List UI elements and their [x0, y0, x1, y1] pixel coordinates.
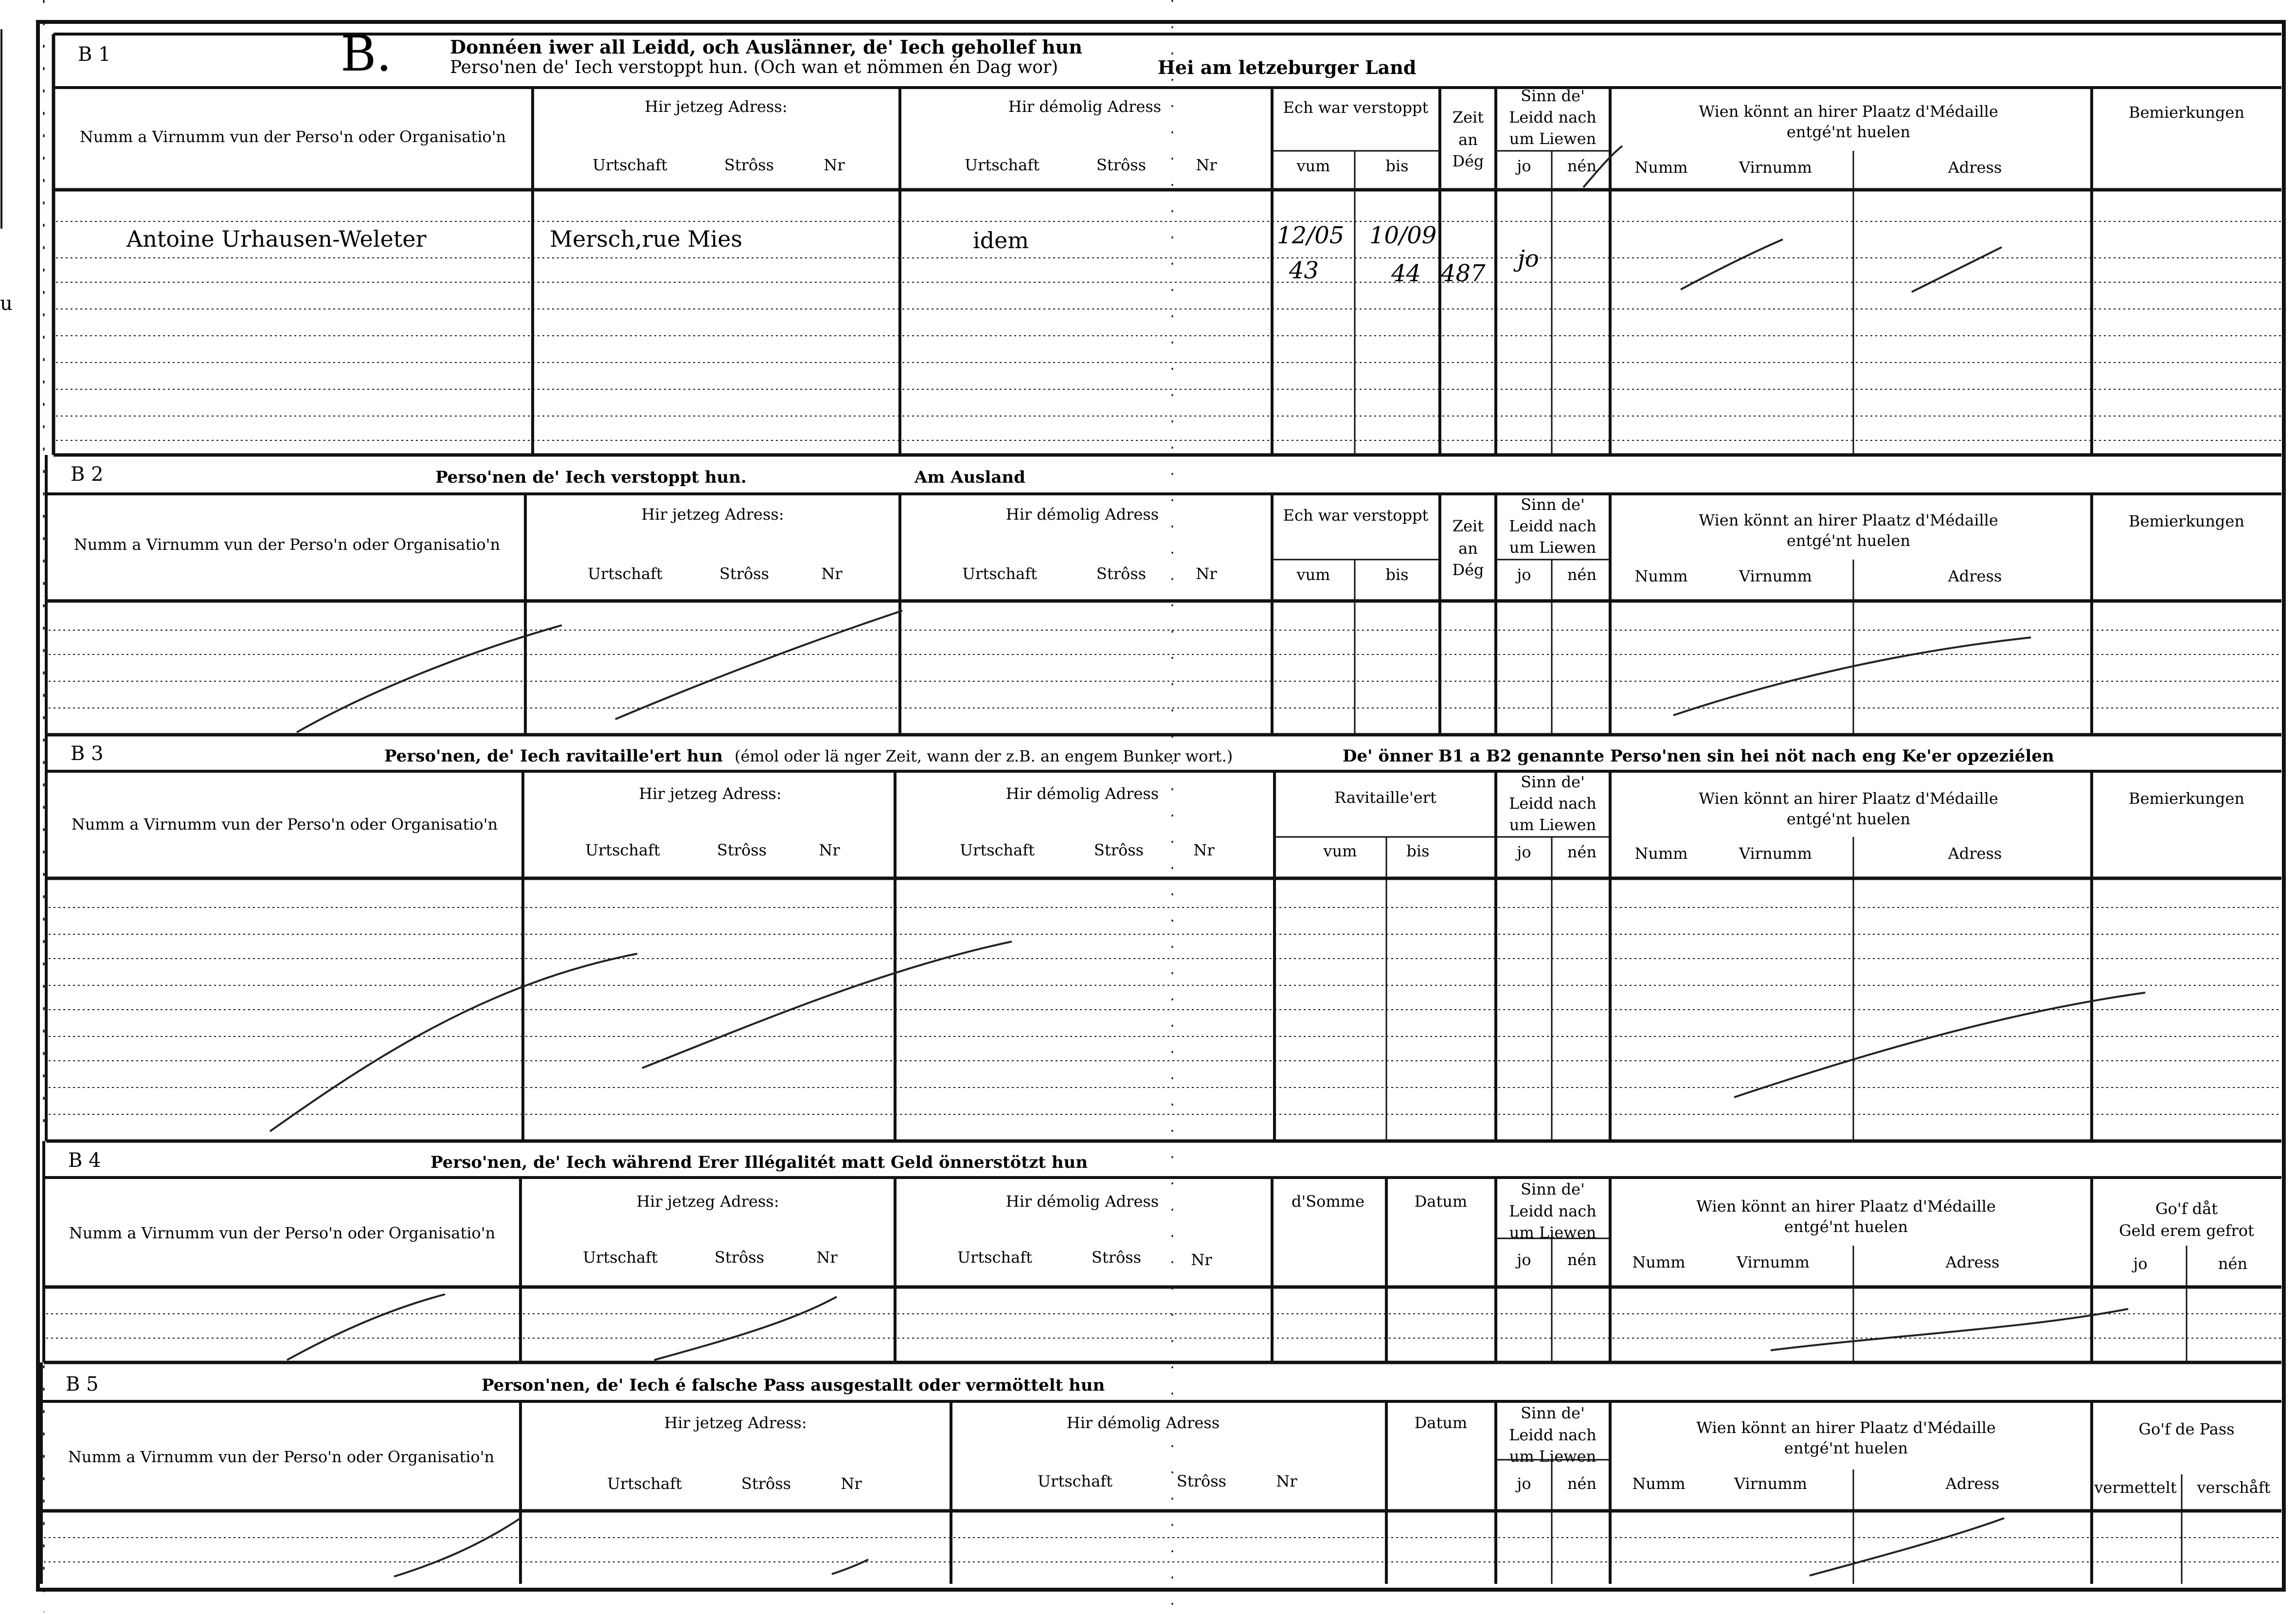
- b4-alive2: Leidd nach: [1509, 1202, 1596, 1220]
- b4-former-address-header: Hir démolig Adress: [1005, 1192, 1159, 1211]
- b4-title-row: [68, 1149, 1088, 1172]
- b2-strike-2: [615, 611, 902, 719]
- b4-former-place: Urtschaft: [957, 1248, 1032, 1267]
- b3-no: nén: [1567, 843, 1597, 861]
- b4-money-yes: jo: [2133, 1254, 2148, 1273]
- b4-name-header: Numm a Virnumm vun der Perso'n oder Organisatio'n: [69, 1224, 496, 1242]
- b1-alive1: Sinn de': [1521, 87, 1585, 105]
- b5-medal2: entgé'nt huelen: [1784, 1439, 1908, 1457]
- b5-medal-addr: Adress: [1945, 1474, 2000, 1493]
- b4-column-headers: [69, 1180, 2254, 1273]
- b5-title-row: [66, 1373, 1105, 1396]
- b2-no: nén: [1567, 565, 1597, 584]
- section-b3-note: De' önner B1 a B2 genannte Perso'nen sin hei nöt nach eng Ke'er opzeziélen: [1343, 746, 2054, 766]
- b4-medal-first: Virnumm: [1737, 1253, 1810, 1271]
- b5-strike-1: [394, 1518, 520, 1577]
- b2-remarks: Bemierkungen: [2129, 512, 2244, 530]
- header-line2-right: Hei am letzeburger Land: [1158, 56, 1417, 78]
- b1-former-street: Strôss: [1096, 156, 1147, 174]
- b3-former-address-header: Hir démolig Adress: [1005, 784, 1159, 803]
- b5-place: Urtschaft: [607, 1474, 682, 1493]
- b3-medal1: Wien könnt an hirer Plaatz d'Médaille: [1699, 789, 1998, 808]
- b3-yes: jo: [1517, 843, 1531, 861]
- b4-current-address-header: Hir jetzeg Adress:: [636, 1192, 779, 1211]
- b3-strike-2: [642, 942, 1012, 1068]
- b4-yes: jo: [1517, 1251, 1531, 1269]
- b2-alive2: Leidd nach: [1509, 517, 1596, 535]
- b2-street: Strôss: [719, 564, 770, 583]
- b5-number: Nr: [841, 1474, 862, 1493]
- b3-medal-name: Numm: [1634, 844, 1688, 863]
- b3-number: Nr: [819, 841, 840, 859]
- b1-entry-name: Antoine Urhausen-Weleter: [126, 226, 427, 252]
- b1-medal-name: Numm: [1634, 158, 1688, 177]
- b4-money-no: nén: [2218, 1254, 2248, 1273]
- section-b4-title: Perso'nen, de' Iech während Erer Illégalitét matt Geld önnerstötzt hun: [430, 1153, 1088, 1172]
- b3-medal-first: Virnumm: [1739, 844, 1812, 863]
- b3-former-street: Strôss: [1094, 841, 1144, 859]
- b2-column-headers: [74, 495, 2244, 585]
- b5-pass-mediated: vermettelt: [2094, 1478, 2177, 1497]
- b4-strike-1: [287, 1294, 445, 1360]
- b1-entry-from-daymonth: 12/05: [1277, 222, 1345, 249]
- b2-time3: Dég: [1452, 561, 1484, 579]
- b2-medal-addr: Adress: [1948, 567, 2002, 585]
- section-b2-code: B 2: [71, 463, 104, 486]
- b5-street: Strôss: [741, 1474, 791, 1493]
- b5-date: Datum: [1414, 1414, 1468, 1432]
- b1-hidden-header: Ech war verstoppt: [1283, 98, 1429, 117]
- b1-no: nén: [1567, 157, 1597, 175]
- b3-from: vum: [1323, 842, 1357, 860]
- b2-alive3: um Liewen: [1509, 538, 1596, 557]
- section-b3-code: B 3: [71, 743, 104, 765]
- section-b2-suffix: Am Ausland: [915, 468, 1025, 487]
- header-line1: Donnéen iwer all Leidd, och Auslänner, de' Iech gehollef hun: [450, 36, 1082, 58]
- b2-from: vum: [1296, 565, 1330, 584]
- b4-date: Datum: [1414, 1192, 1468, 1211]
- b1-former-address-header: Hir démolig Adress: [1008, 97, 1162, 116]
- b4-no: nén: [1567, 1251, 1597, 1269]
- section-b2-title: Perso'nen de' Iech verstoppt hun.: [435, 468, 747, 487]
- b5-name-header: Numm a Virnumm vun der Perso'n oder Organisatio'n: [68, 1448, 495, 1466]
- b3-remarks: Bemierkungen: [2129, 789, 2244, 808]
- b4-strikes: [287, 1294, 2128, 1360]
- b4-street: Strôss: [714, 1248, 765, 1267]
- b2-place: Urtschaft: [588, 564, 663, 583]
- b2-time1: Zeit: [1452, 517, 1484, 535]
- margin-mark: u: [0, 292, 13, 315]
- b5-alive1: Sinn de': [1521, 1404, 1585, 1422]
- b1-entry-days: 487: [1441, 260, 1486, 287]
- b2-medal-name: Numm: [1634, 567, 1688, 585]
- b2-number: Nr: [821, 564, 843, 583]
- b1-medal1: Wien könnt an hirer Plaatz d'Médaille: [1699, 102, 1998, 121]
- b2-former-place: Urtschaft: [962, 564, 1037, 583]
- section-b3-paren: (émol oder lä nger Zeit, wann der z.B. an engem Bunker wort.): [735, 747, 1233, 765]
- b1-entry-alive: jo: [1518, 245, 1539, 272]
- b1-number: Nr: [824, 156, 845, 174]
- b5-column-headers: [68, 1404, 2271, 1497]
- b1-medal-addr: Adress: [1948, 158, 2002, 177]
- b1-current-address-header: Hir jetzeg Adress:: [645, 97, 788, 116]
- b5-strikes: [394, 1518, 2004, 1577]
- b1-time1: Zeit: [1452, 108, 1484, 127]
- section-b3-title: Perso'nen, de' Iech ravitaille'ert hun: [384, 746, 723, 766]
- b2-former-street: Strôss: [1096, 564, 1147, 583]
- b2-former-address-header: Hir démolig Adress: [1005, 505, 1159, 524]
- b2-hidden-header: Ech war verstoppt: [1283, 506, 1429, 525]
- b3-former-number: Nr: [1193, 841, 1215, 859]
- b2-strike-3: [1673, 637, 2031, 715]
- b5-pass-q: Go'f de Pass: [2138, 1420, 2235, 1438]
- header-line2: Perso'nen de' Iech verstoppt hun. (Och wan et nömmen én Dag wor): [450, 57, 1058, 77]
- form-letter: B.: [341, 25, 392, 82]
- b5-pass-issued: verschåft: [2197, 1478, 2271, 1497]
- b4-former-number: Nr: [1191, 1251, 1212, 1269]
- b5-alive2: Leidd nach: [1509, 1426, 1596, 1444]
- b5-former-address-header: Hir démolig Adress: [1066, 1414, 1220, 1432]
- b4-medal1: Wien könnt an hirer Plaatz d'Médaille: [1696, 1197, 1996, 1215]
- b5-medal1: Wien könnt an hirer Plaatz d'Médaille: [1696, 1418, 1996, 1437]
- b3-name-header: Numm a Virnumm vun der Perso'n oder Organisatio'n: [71, 815, 498, 834]
- b3-current-address-header: Hir jetzeg Adress:: [639, 784, 782, 803]
- b2-medal2: entgé'nt huelen: [1786, 531, 1911, 550]
- b3-column-headers: [72, 773, 2244, 863]
- b1-column-headers: [80, 87, 2244, 177]
- b1-street: Strôss: [724, 156, 774, 174]
- b4-number: Nr: [816, 1248, 838, 1267]
- b1-place: Urtschaft: [592, 156, 667, 174]
- b5-strike-3: [1810, 1518, 2004, 1576]
- b1-name-header: Numm a Virnumm vun der Perso'n oder Organisatio'n: [79, 127, 506, 146]
- section-b1-code: B 1: [78, 43, 111, 66]
- b4-place: Urtschaft: [583, 1248, 658, 1267]
- b1-strike-medal-name: [1681, 239, 1783, 290]
- b4-sum: d'Somme: [1291, 1192, 1365, 1211]
- b1-time2: an: [1458, 130, 1478, 149]
- b4-medal-name: Numm: [1632, 1253, 1686, 1271]
- section-b5-code: B 5: [66, 1373, 99, 1396]
- b3-medal2: entgé'nt huelen: [1786, 810, 1911, 828]
- b4-former-street: Strôss: [1091, 1248, 1142, 1267]
- b3-to: bis: [1406, 842, 1430, 860]
- b1-remarks: Bemierkungen: [2129, 103, 2244, 122]
- b1-strike-medal-addr: [1912, 247, 2002, 292]
- b5-medal-name: Numm: [1632, 1474, 1686, 1493]
- b2-medal-first: Virnumm: [1739, 567, 1812, 585]
- b5-no: nén: [1567, 1474, 1597, 1493]
- b2-to: bis: [1385, 565, 1409, 584]
- b1-former-place: Urtschaft: [965, 156, 1040, 174]
- b2-former-number: Nr: [1196, 564, 1217, 583]
- b1-entry-to-daymonth: 10/09: [1369, 222, 1437, 249]
- section-b4-code: B 4: [68, 1149, 101, 1172]
- b1-entry: [126, 146, 2002, 292]
- b5-alive3: um Liewen: [1509, 1447, 1596, 1466]
- b2-alive1: Sinn de': [1521, 495, 1585, 514]
- b2-strikes: [297, 611, 2031, 732]
- b4-money-q2: Geld erem gefrot: [2119, 1221, 2254, 1240]
- b1-entry-former-address: idem: [973, 227, 1029, 254]
- b3-alive2: Leidd nach: [1509, 794, 1596, 813]
- b1-yes: jo: [1517, 157, 1531, 175]
- b4-alive1: Sinn de': [1521, 1180, 1585, 1198]
- b3-strike-3: [1734, 993, 2145, 1097]
- b1-entry-from-year: 43: [1289, 257, 1319, 284]
- b2-yes: jo: [1517, 565, 1531, 584]
- b3-alive1: Sinn de': [1521, 773, 1585, 791]
- b1-former-number: Nr: [1196, 156, 1217, 174]
- section-b5-title: Person'nen, de' Iech é falsche Pass ausgestallt oder vermöttelt hun: [482, 1376, 1105, 1395]
- b1-entry-current-address: Mersch,rue Mies: [550, 226, 743, 252]
- b2-strike-1: [297, 625, 562, 732]
- b3-supplied-header: Ravitaille'ert: [1334, 788, 1436, 807]
- b5-medal-first: Virnumm: [1734, 1474, 1807, 1493]
- b2-medal1: Wien könnt an hirer Plaatz d'Médaille: [1699, 511, 1998, 529]
- b2-time2: an: [1458, 539, 1478, 558]
- b3-medal-addr: Adress: [1948, 844, 2002, 863]
- b3-street: Strôss: [717, 841, 767, 859]
- b5-former-number: Nr: [1276, 1472, 1297, 1490]
- b3-strike-1: [270, 954, 637, 1131]
- b1-to: bis: [1385, 157, 1409, 175]
- b3-place: Urtschaft: [585, 841, 660, 859]
- b3-title-row: [71, 743, 2054, 766]
- b4-strike-2: [654, 1297, 837, 1360]
- b3-former-place: Urtschaft: [960, 841, 1035, 859]
- b1-alive2: Leidd nach: [1509, 108, 1596, 127]
- b4-strike-3: [1771, 1309, 2128, 1350]
- b5-yes: jo: [1517, 1474, 1531, 1493]
- b4-medal-addr: Adress: [1945, 1253, 2000, 1271]
- b2-name-header: Numm a Virnumm vun der Perso'n oder Organisatio'n: [73, 535, 501, 554]
- b1-from: vum: [1296, 157, 1330, 175]
- b1-alive3: um Liewen: [1509, 129, 1596, 148]
- b3-alive3: um Liewen: [1509, 816, 1596, 834]
- b4-alive3: um Liewen: [1509, 1223, 1596, 1242]
- b1-medal-first: Virnumm: [1739, 158, 1812, 177]
- b4-money-q1: Go'f dåt: [2155, 1199, 2218, 1218]
- b5-former-street: Strôss: [1176, 1472, 1227, 1490]
- b1-time3: Dég: [1452, 152, 1484, 170]
- b4-medal2: entgé'nt huelen: [1784, 1217, 1908, 1236]
- b2-current-address-header: Hir jetzeg Adress:: [641, 505, 784, 524]
- b5-current-address-header: Hir jetzeg Adress:: [664, 1414, 807, 1432]
- b1-medal2: entgé'nt huelen: [1786, 123, 1911, 141]
- b5-former-place: Urtschaft: [1038, 1472, 1112, 1490]
- b2-title-row: [71, 463, 1025, 487]
- b1-entry-to-year: 44: [1391, 260, 1421, 287]
